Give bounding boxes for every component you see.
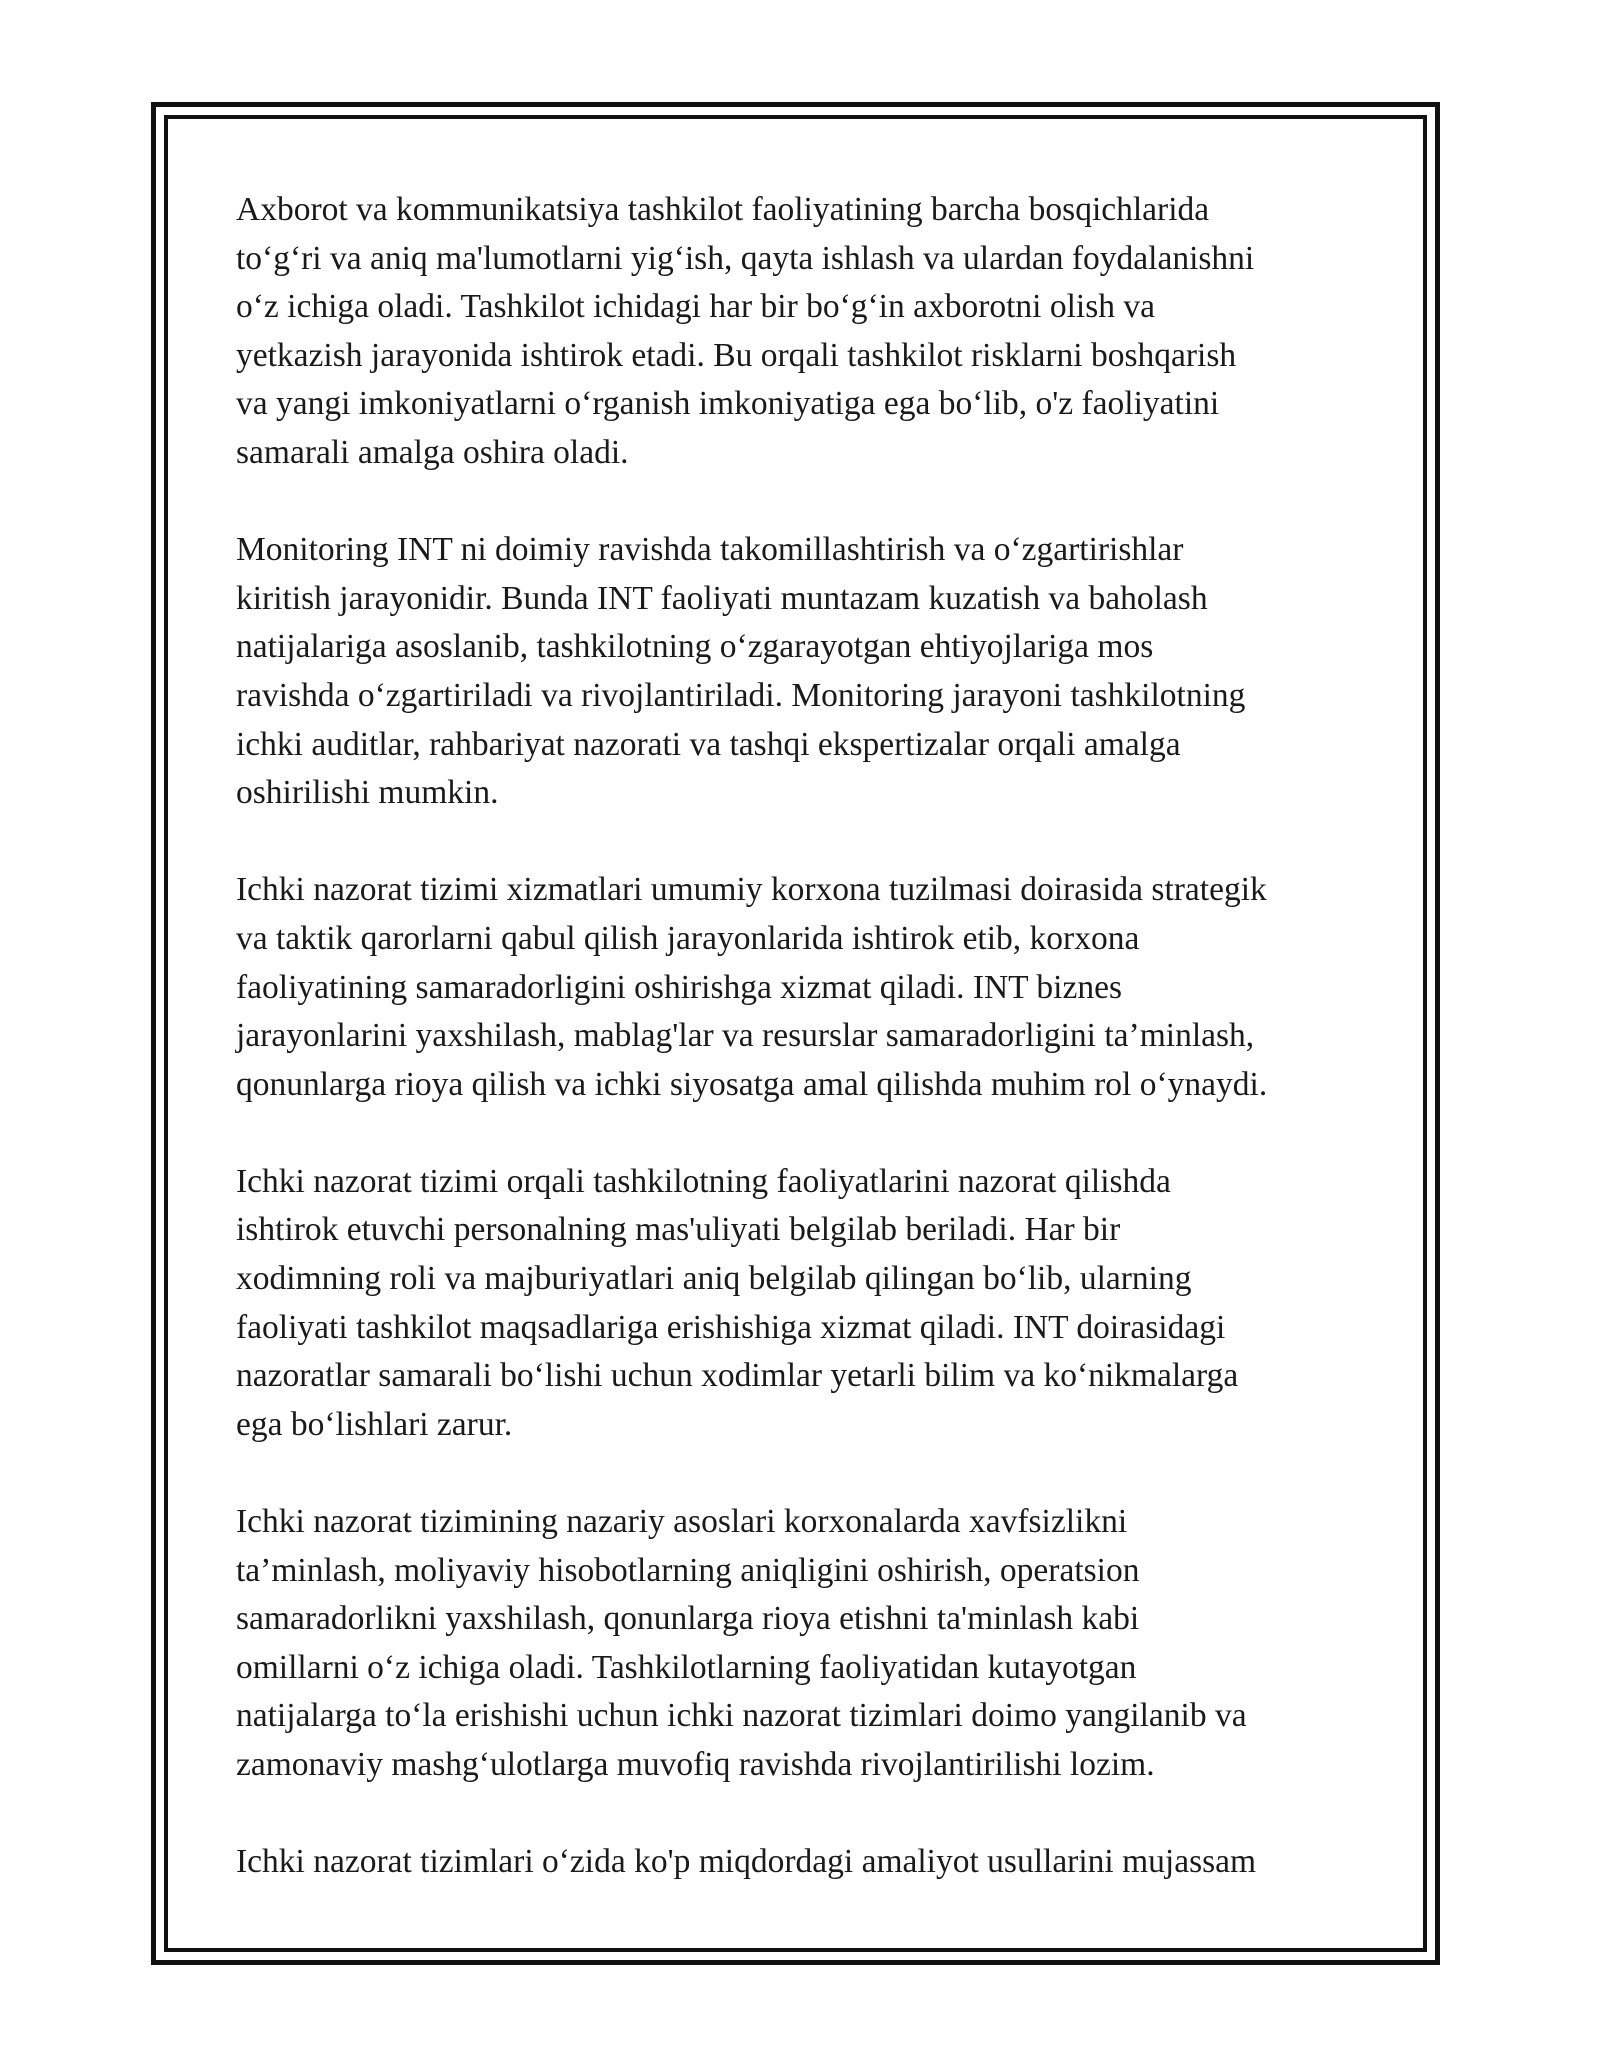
text-line: samaradorlikni yaxshilash, qonunlarga rioya etishni ta'minlash kabi [236,1600,1140,1638]
text-line: ravishda o‘zgartiriladi va rivojlantiriladi. Monitoring jarayoni tashkilotning [236,676,1246,714]
text-line: ishtirok etuvchi personalning mas'uliyati belgilab beriladi. Har bir [236,1211,1121,1249]
paragraph-5 [236,1498,1371,1790]
paragraph-3 [236,866,1371,1109]
text-line: qonunlarga rioya qilish va ichki siyosatga amal qilishda muhim rol o‘ynaydi. [236,1065,1268,1103]
text-line: xodimning roli va majburiyatlari aniq belgilab qilingan bo‘lib, ularning [236,1260,1192,1298]
text-line: to‘g‘ri va aniq ma'lumotlarni yig‘ish, qayta ishlash va ulardan foydalanishni [236,239,1255,277]
text-line: nazoratlar samarali bo‘lishi uchun xodimlar yetarli bilim va ko‘nikmalarga [236,1357,1239,1395]
paragraph-6 [236,1838,1371,1887]
text-line: yetkazish jarayonida ishtirok etadi. Bu orqali tashkilot risklarni boshqarish [236,336,1237,374]
document-body [236,186,1371,1935]
paragraph-1 [236,186,1371,478]
text-line: va yangi imkoniyatlarni o‘rganish imkoniyatiga ega bo‘lib, o'z faoliyatini [236,385,1220,423]
text-line: va taktik qarorlarni qabul qilish jarayonlarida ishtirok etib, korxona [236,919,1140,957]
text-line: jarayonlarini yaxshilash, mablag'lar va resurslar samaradorligini ta’minlash, [236,1017,1255,1055]
text-line: Ichki nazorat tizimining nazariy asoslari korxonalarda xavfsizlikni [236,1503,1128,1541]
text-line: oshirilishi mumkin. [236,774,499,812]
text-line: Ichki nazorat tizimi xizmatlari umumiy korxona tuzilmasi doirasida strategik [236,871,1267,909]
text-line: natijalariga asoslanib, tashkilotning o‘zgarayotgan ehtiyojlariga mos [236,628,1154,666]
paragraph-4 [236,1158,1371,1450]
paragraph-2 [236,526,1371,818]
text-line: natijalarga to‘la erishishi uchun ichki nazorat tizimlari doimo yangilanib va [236,1697,1247,1735]
text-line: ta’minlash, moliyaviy hisobotlarning aniqligini oshirish, operatsion [236,1551,1140,1589]
text-line: zamonaviy mashg‘ulotlarga muvofiq ravishda rivojlantirilishi lozim. [236,1746,1155,1783]
text-line: ega bo‘lishlari zarur. [236,1405,513,1443]
text-line: Axborot va kommunikatsiya tashkilot faoliyatining barcha bosqichlarida [236,191,1210,228]
text-line: faoliyatining samaradorligini oshirishga xizmat qiladi. INT biznes [236,968,1122,1006]
text-line: ichki auditlar, rahbariyat nazorati va tashqi ekspertizalar orqali amalga [236,725,1181,763]
text-line: samarali amalga oshira oladi. [236,433,629,471]
text-line: kiritish jarayonidir. Bunda INT faoliyati muntazam kuzatish va baholash [236,579,1208,617]
text-line: o‘z ichiga oladi. Tashkilot ichidagi har bir bo‘g‘in axborotni olish va [236,288,1156,326]
text-line: Ichki nazorat tizimlari o‘zida ko'p miqdordagi amaliyot usullarini mujassam [236,1843,1257,1881]
text-line: Ichki nazorat tizimi orqali tashkilotning faoliyatlarini nazorat qilishda [236,1162,1171,1200]
text-line: faoliyati tashkilot maqsadlariga erishishiga xizmat qiladi. INT doirasidagi [236,1308,1226,1346]
text-line: Monitoring INT ni doimiy ravishda takomillashtirish va o‘zgartirishlar [236,531,1184,569]
text-line: omillarni o‘z ichiga oladi. Tashkilotlarning faoliyatidan kutayotgan [236,1648,1137,1686]
